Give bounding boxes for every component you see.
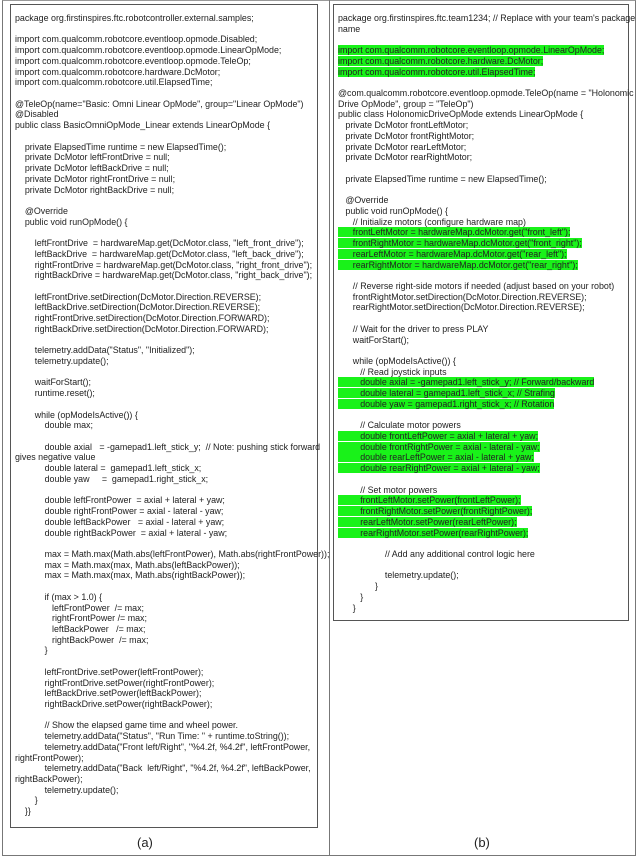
code-line (338, 302, 628, 313)
code-line-text: if (max > 1.0) { (15, 591, 103, 602)
code-line-text: frontRightMotor.setPower(frontRightPower); (338, 506, 533, 517)
code-line (15, 195, 317, 206)
code-line-text: leftFrontDrive.setDirection(DcMotor.Direction.REVERSE); (15, 291, 262, 302)
code-line-text: leftFrontDrive = hardwareMap.get(DcMotor.class, "left_front_drive"); (15, 238, 304, 249)
code-line-text: @Override (338, 195, 389, 206)
highlighted-code-line (338, 67, 628, 78)
code-line-text: import com.qualcomm.robotcore.eventloop.opmode.LinearOpMode; (338, 45, 605, 56)
code-line-text: waitForStart(); (15, 377, 91, 388)
code-line (15, 56, 317, 67)
code-line (15, 206, 317, 217)
code-line (338, 345, 628, 356)
code-line (15, 227, 317, 238)
code-line (338, 152, 628, 163)
highlighted-code-line (338, 56, 628, 67)
code-line-text: private DcMotor leftFrontDrive = null; (15, 152, 170, 163)
code-line-text: } (338, 602, 356, 613)
code-line (338, 335, 628, 346)
highlighted-code-line (338, 452, 628, 463)
code-line (15, 785, 317, 796)
code-line-text: @Override (15, 205, 68, 216)
code-line (15, 538, 317, 549)
code-line-text: telemetry.update(); (338, 570, 459, 581)
code-line-text: rearRightMotor = hardwareMap.dcMotor.get("rear_right"); (338, 259, 578, 270)
code-line-text: max = Math.max(Math.abs(leftFrontPower), Math.abs(rightFrontPower)); (15, 548, 330, 559)
code-line (15, 388, 317, 399)
code-line-text: rearRightMotor.setPower(rearRightPower); (338, 527, 529, 538)
code-line-text: rightBackDrive.setDirection(DcMotor.Direction.FORWARD); (15, 323, 269, 334)
code-line (15, 88, 317, 99)
code-line-text: double rightBackPower = axial + lateral - yaw; (15, 527, 228, 538)
code-line-text: leftBackPower /= max; (15, 623, 146, 634)
code-line-text: double lateral = gamepad1.left_stick_x; (15, 463, 202, 474)
code-line-text: public class BasicOmniOpMode_Linear extends LinearOpMode { (15, 120, 271, 131)
code-line (15, 548, 330, 560)
code-line (338, 270, 628, 281)
code-line-text: private DcMotor rightBackDrive = null; (15, 184, 175, 195)
code-line (15, 495, 317, 506)
code-line-text: import com.qualcomm.robotcore.hardware.DcMotor; (338, 55, 544, 66)
code-line-text: @Disabled (15, 109, 59, 120)
code-line-text: private DcMotor rearRightMotor; (338, 152, 473, 163)
code-line-text: rightFrontDrive = hardwareMap.get(DcMotor.class, "right_front_drive"); (15, 259, 313, 270)
code-line (338, 324, 628, 335)
code-line-text: frontLeftMotor.setPower(frontLeftPower); (338, 495, 521, 506)
code-line (15, 699, 317, 710)
highlighted-code-line (338, 463, 628, 474)
highlighted-code-line (338, 45, 628, 56)
code-line-text: max = Math.max(max, Math.abs(leftBackPower)); (15, 559, 240, 570)
highlighted-code-line (338, 238, 628, 249)
code-line (15, 270, 317, 281)
code-line (15, 420, 317, 431)
code-line (15, 77, 317, 88)
code-line-text: double axial = -gamepad1.left_stick_y; // Forward/backward (338, 377, 595, 388)
highlighted-code-line (338, 506, 628, 517)
code-line (15, 624, 317, 635)
code-line-text: rearRightMotor.setDirection(DcMotor.Direction.REVERSE); (338, 302, 585, 313)
code-line-text: rearLeftMotor.setPower(rearLeftPower); (338, 516, 517, 527)
code-line (338, 163, 628, 174)
code-line (338, 313, 628, 324)
code-line-text: private DcMotor frontLeftMotor; (338, 120, 469, 131)
code-line-text: leftBackDrive.setDirection(DcMotor.Direction.REVERSE); (15, 302, 261, 313)
code-panel-a (10, 4, 330, 828)
code-line (338, 485, 628, 496)
code-line-text: frontRightMotor = hardwareMap.dcMotor.get("front_right"); (338, 238, 582, 249)
code-line (338, 109, 628, 120)
code-line (338, 549, 628, 560)
code-line (338, 217, 628, 228)
code-line-text: }} (15, 806, 31, 817)
code-line (15, 710, 317, 721)
code-line (15, 613, 317, 624)
code-line-text: // Read joystick inputs (338, 366, 447, 377)
code-line-text: while (opModeIsActive()) { (15, 409, 138, 420)
code-line (338, 410, 628, 421)
code-line (15, 13, 317, 24)
code-line-text: frontRightMotor.setDirection(DcMotor.Direction.REVERSE); (338, 291, 587, 302)
code-line-text: while (opModeIsActive()) { (338, 356, 456, 366)
highlighted-code-line (338, 388, 628, 399)
code-line-text: rightBackDrive = hardwareMap.get(DcMotor.class, "right_back_drive"); (15, 270, 313, 281)
code-line-text: double rearLeftPower = axial - lateral + yaw; (338, 452, 534, 463)
code-line-text: private DcMotor rearLeftMotor; (338, 141, 467, 152)
code-line (15, 474, 317, 485)
code-line (338, 34, 628, 45)
code-line (15, 463, 317, 474)
code-line-text: double frontRightPower = axial - lateral - yaw; (338, 441, 540, 452)
code-line-text: import com.qualcomm.robotcore.eventloop.opmode.LinearOpMode; (15, 45, 282, 56)
code-line (338, 292, 628, 303)
code-line-text: name (338, 23, 361, 34)
code-line (15, 763, 317, 774)
code-line (338, 131, 628, 142)
code-line-text: package org.firstinspires.ftc.team1234; // Replace with your team's package (338, 13, 636, 23)
code-line (15, 335, 317, 346)
code-line-text: import com.qualcomm.robotcore.hardware.DcMotor; (15, 66, 221, 77)
highlighted-code-line (338, 377, 628, 388)
code-line (15, 485, 317, 496)
code-line-text: rightBackDrive.setPower(rightBackPower); (15, 699, 213, 709)
code-line-text: double yaw = gamepad1.right_stick_x; (15, 473, 209, 484)
code-line (338, 206, 628, 217)
code-line (15, 452, 317, 463)
code-line (15, 142, 317, 153)
code-line-text: // Set motor powers (338, 484, 438, 495)
code-line (15, 678, 317, 689)
code-line (338, 570, 628, 581)
code-line-text: telemetry.update(); (15, 356, 109, 366)
code-line-text: // Calculate motor powers (338, 420, 461, 431)
code-line-text: public void runOpMode() { (15, 216, 128, 227)
code-line (15, 656, 317, 667)
code-line-text: double max; (15, 420, 93, 431)
code-line-text: private ElapsedTime runtime = new ElapsedTime(); (15, 141, 227, 152)
code-line-text: import com.qualcomm.robotcore.eventloop.opmode.Disabled; (15, 34, 258, 45)
code-line (15, 753, 317, 764)
code-line (338, 356, 628, 367)
code-line (15, 731, 317, 742)
code-line-text: double axial = -gamepad1.left_stick_y; // Note: pushing stick forward (15, 441, 321, 452)
code-line (15, 367, 317, 378)
code-line-text: } (15, 795, 38, 806)
code-line (15, 528, 317, 539)
code-line (338, 581, 628, 592)
code-line-text: double leftFrontPower = axial + lateral + yaw; (15, 495, 225, 506)
code-line (15, 34, 317, 45)
code-line-text: @com.qualcomm.robotcore.eventloop.opmode.TeleOp(name = "Holonomic (338, 88, 634, 99)
code-line (15, 742, 317, 753)
code-line-text: telemetry.addData("Front left/Right", "%4.2f, %4.2f", leftFrontPower, (15, 741, 311, 752)
code-line (338, 99, 628, 110)
code-line (338, 77, 628, 88)
code-line-text: private DcMotor leftBackDrive = null; (15, 163, 169, 174)
code-line (15, 24, 317, 35)
code-line (15, 795, 317, 806)
code-line-text: rightFrontPower /= max; (15, 613, 147, 624)
code-line-text: leftFrontPower /= max; (15, 602, 144, 613)
code-line-text: max = Math.max(max, Math.abs(rightBackPower)); (15, 570, 246, 581)
code-line-text: @TeleOp(name="Basic: Omni Linear OpMode", group="Linear OpMode") (15, 98, 304, 109)
code-line (15, 131, 317, 142)
code-line (338, 367, 628, 378)
code-line-text: Drive OpMode", group = "TeleOp") (338, 98, 474, 109)
code-line-text: double leftBackPower = axial - lateral + yaw; (15, 516, 225, 527)
code-line-text: rightFrontDrive.setPower(rightFrontPower); (15, 677, 215, 688)
code-line (15, 410, 317, 421)
code-line (338, 560, 628, 571)
code-line-text: double yaw = gamepad1.right_stick_x; // Rotation (338, 398, 555, 409)
code-line-text: import com.qualcomm.robotcore.util.ElapsedTime; (338, 66, 536, 77)
code-line (338, 281, 628, 292)
code-line (15, 260, 317, 271)
code-line-text: import com.qualcomm.robotcore.util.ElapsedTime; (15, 77, 213, 88)
code-line (338, 13, 636, 24)
code-line-text: package org.firstinspires.ftc.robotcontroller.external.samples; (15, 13, 254, 23)
highlighted-code-line (338, 260, 628, 271)
code-line-text: private DcMotor frontRightMotor; (338, 130, 475, 141)
code-line (338, 603, 628, 614)
code-line-text: // Reverse right-side motors if needed (adjust based on your robot) (338, 280, 615, 291)
code-line-text: double rightFrontPower = axial - lateral - yaw; (15, 506, 224, 517)
code-line-text: rearLeftMotor = hardwareMap.dcMotor.get("rear_left"); (338, 248, 567, 259)
code-line-text: telemetry.addData("Back left/Right", "%4.2f, %4.2f", leftBackPower, (15, 763, 311, 774)
code-line-text: } (15, 645, 48, 656)
code-line (15, 99, 317, 110)
code-line (15, 517, 317, 528)
code-line-text: } (338, 581, 378, 592)
code-line (15, 45, 317, 56)
code-line-text: rightFrontPower); (15, 752, 84, 763)
code-line (15, 302, 317, 313)
code-line (15, 281, 317, 292)
code-line (15, 324, 317, 335)
code-line (15, 581, 317, 592)
code-line-text: runtime.reset(); (15, 388, 95, 399)
caption-a: (a) (137, 835, 153, 850)
code-line (15, 345, 317, 356)
code-line (15, 399, 317, 410)
code-line (15, 560, 317, 571)
code-line (15, 292, 317, 303)
highlighted-code-line (338, 399, 628, 410)
code-line (15, 377, 317, 388)
code-line (15, 313, 317, 324)
code-line (15, 152, 317, 163)
highlighted-code-line (338, 249, 628, 260)
code-line (15, 67, 317, 78)
code-line-text: leftBackDrive.setPower(leftBackPower); (15, 688, 202, 699)
code-line (338, 88, 634, 99)
code-line-text: } (338, 591, 364, 602)
code-line (338, 120, 628, 131)
highlighted-code-line (338, 528, 628, 539)
code-line-text: leftBackDrive = hardwareMap.get(DcMotor.class, "left_back_drive"); (15, 248, 304, 259)
code-line-text: telemetry.update(); (15, 784, 119, 795)
code-line (15, 356, 317, 367)
code-line-text: frontLeftMotor = hardwareMap.dcMotor.get("front_left"); (338, 227, 571, 238)
code-line (15, 217, 317, 228)
code-line (338, 538, 628, 549)
code-line (15, 174, 317, 185)
code-line (338, 174, 628, 185)
code-line-text: private DcMotor rightFrontDrive = null; (15, 173, 176, 184)
code-line-text: private ElapsedTime runtime = new ElapsedTime(); (338, 173, 547, 184)
code-line (15, 720, 317, 731)
code-line-text: rightFrontDrive.setDirection(DcMotor.Direction.FORWARD); (15, 313, 270, 324)
highlighted-code-line (338, 227, 628, 238)
code-line (15, 774, 317, 785)
code-line (15, 431, 317, 442)
code-line (15, 645, 317, 656)
code-line-text: leftFrontDrive.setPower(leftFrontPower); (15, 666, 204, 677)
code-line-text: telemetry.addData("Status", "Run Time: " + runtime.toString()); (15, 731, 290, 742)
code-line (15, 109, 317, 120)
highlighted-code-line (338, 442, 628, 453)
code-line (338, 185, 628, 196)
highlighted-code-line (338, 517, 628, 528)
code-line-text: import com.qualcomm.robotcore.eventloop.opmode.TeleOp; (15, 55, 251, 66)
code-line-text: rightBackPower /= max; (15, 634, 149, 645)
code-line (15, 603, 317, 614)
code-line (15, 688, 317, 699)
code-line-text: gives negative value (15, 452, 96, 463)
code-line-text: // Wait for the driver to press PLAY (338, 323, 489, 334)
highlighted-code-line (338, 495, 628, 506)
code-line (338, 142, 628, 153)
code-line-text: rightBackPower); (15, 774, 83, 785)
code-line-text: public void runOpMode() { (338, 205, 449, 216)
code-line (15, 667, 317, 678)
code-line (15, 441, 321, 453)
code-line-text: // Initialize motors (configure hardware map) (338, 216, 526, 227)
code-line (15, 506, 317, 517)
code-line-text: public class HolonomicDriveOpMode extends LinearOpMode { (338, 109, 584, 120)
column-divider (329, 0, 330, 856)
code-panel-b (333, 4, 636, 621)
code-line-text: // Add any additional control logic here (338, 548, 535, 559)
code-line (338, 195, 628, 206)
highlighted-code-line (338, 431, 628, 442)
code-line (15, 570, 317, 581)
caption-b: (b) (474, 835, 490, 850)
code-line (15, 249, 317, 260)
code-line (338, 24, 628, 35)
code-line (15, 592, 317, 603)
code-line (338, 592, 628, 603)
code-line (15, 806, 317, 817)
code-line (15, 120, 317, 131)
code-line (15, 238, 317, 249)
code-line-text: double rearRightPower = axial + lateral - yaw; (338, 463, 540, 474)
code-line (15, 163, 317, 174)
code-line (15, 185, 317, 196)
code-line-text: telemetry.addData("Status", "Initialized"); (15, 345, 195, 356)
code-line-text: // Show the elapsed game time and wheel power. (15, 720, 238, 731)
code-line-text: waitForStart(); (338, 334, 410, 345)
code-line (15, 635, 317, 646)
code-line-text: double frontLeftPower = axial + lateral + yaw; (338, 431, 539, 442)
code-line-text: double lateral = gamepad1.left_stick_x; // Strafing (338, 388, 555, 399)
code-line (338, 474, 628, 485)
code-line (338, 420, 628, 431)
